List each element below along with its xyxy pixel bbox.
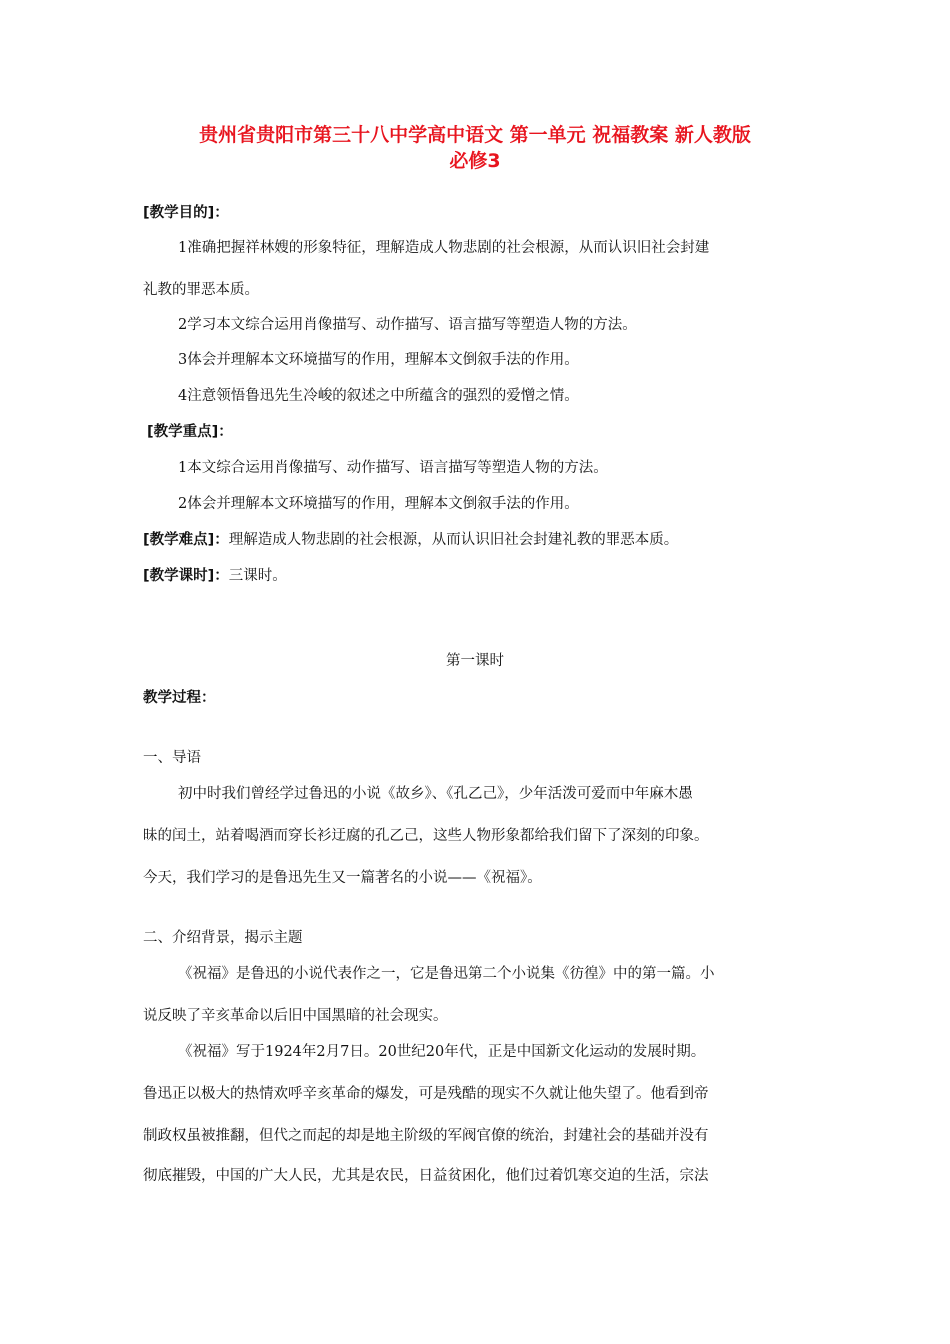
key-point-2: 2体会并理解本文环境描写的作用，理解本文倒叙手法的作用。 — [178, 496, 579, 512]
objectives-heading: [教学目的]： — [143, 205, 229, 221]
section-2-heading: 二、介绍背景，揭示主题 — [143, 930, 303, 946]
document-title-line-2: 必修3 — [449, 150, 501, 172]
periods-row — [143, 566, 287, 586]
difficulty-text: 理解造成人物悲剧的社会根源，从而认识旧社会封建礼教的罪恶本质。 — [228, 532, 679, 548]
difficulty-row — [143, 530, 678, 550]
section-1-line-2: 昧的闰土，站着喝酒而穿长衫迂腐的孔乙己，这些人物形象都给我们留下了深刻的印象。 — [143, 828, 709, 844]
periods-heading: [教学课时]： — [143, 568, 229, 584]
objective-3: 3体会并理解本文环境描写的作用，理解本文倒叙手法的作用。 — [178, 352, 579, 368]
section-1-line-3: 今天，我们学习的是鲁迅先生又一篇著名的小说——《祝福》。 — [143, 870, 542, 886]
periods-text: 三课时。 — [228, 568, 287, 584]
document-title-line-1: 贵州省贵阳市第三十八中学高中语文 第一单元 祝福教案 新人教版 — [199, 124, 751, 146]
objective-1-line-2: 礼教的罪恶本质。 — [143, 282, 259, 298]
difficulty-heading: [教学难点]： — [143, 532, 229, 548]
section-2-para-a-line-1: 《祝福》是鲁迅的小说代表作之一，它是鲁迅第二个小说集《彷徨》中的第一篇。小 — [178, 966, 715, 982]
section-2-para-b-line-3: 制政权虽被推翻，但代之而起的却是地主阶级的军阀官僚的统治，封建社会的基础并没有 — [143, 1128, 709, 1144]
process-heading: 教学过程： — [143, 690, 216, 706]
key-point-1: 1本文综合运用肖像描写、动作描写、语言描写等塑造人物的方法。 — [178, 460, 608, 476]
objective-4: 4注意领悟鲁迅先生冷峻的叙述之中所蕴含的强烈的爱憎之情。 — [178, 388, 579, 404]
lesson-title: 第一课时 — [446, 653, 504, 669]
key-points-heading: [教学重点]： — [147, 424, 233, 440]
section-1-line-1: 初中时我们曾经学过鲁迅的小说《故乡》、《孔乙己》，少年活泼可爱而中年麻木愚 — [178, 786, 693, 802]
section-2-para-b-line-2: 鲁迅正以极大的热情欢呼辛亥革命的爆发，可是残酷的现实不久就让他失望了。他看到帝 — [143, 1086, 709, 1102]
section-2-para-a-line-2: 说反映了辛亥革命以后旧中国黑暗的社会现实。 — [143, 1008, 448, 1024]
section-1-heading: 一、导语 — [143, 750, 201, 766]
objective-2: 2学习本文综合运用肖像描写、动作描写、语言描写等塑造人物的方法。 — [178, 317, 637, 333]
section-2-para-b-line-4: 彻底摧毁，中国的广大人民，尤其是农民，日益贫困化，他们过着饥寒交迫的生活，宗法 — [143, 1168, 709, 1184]
objective-1-line-1: 1准确把握祥林嫂的形象特征，理解造成人物悲剧的社会根源，从而认识旧社会封建 — [178, 240, 710, 256]
section-2-para-b-line-1: 《祝福》写于1924年2月7日。20世纪20年代，正是中国新文化运动的发展时期。 — [178, 1044, 706, 1060]
